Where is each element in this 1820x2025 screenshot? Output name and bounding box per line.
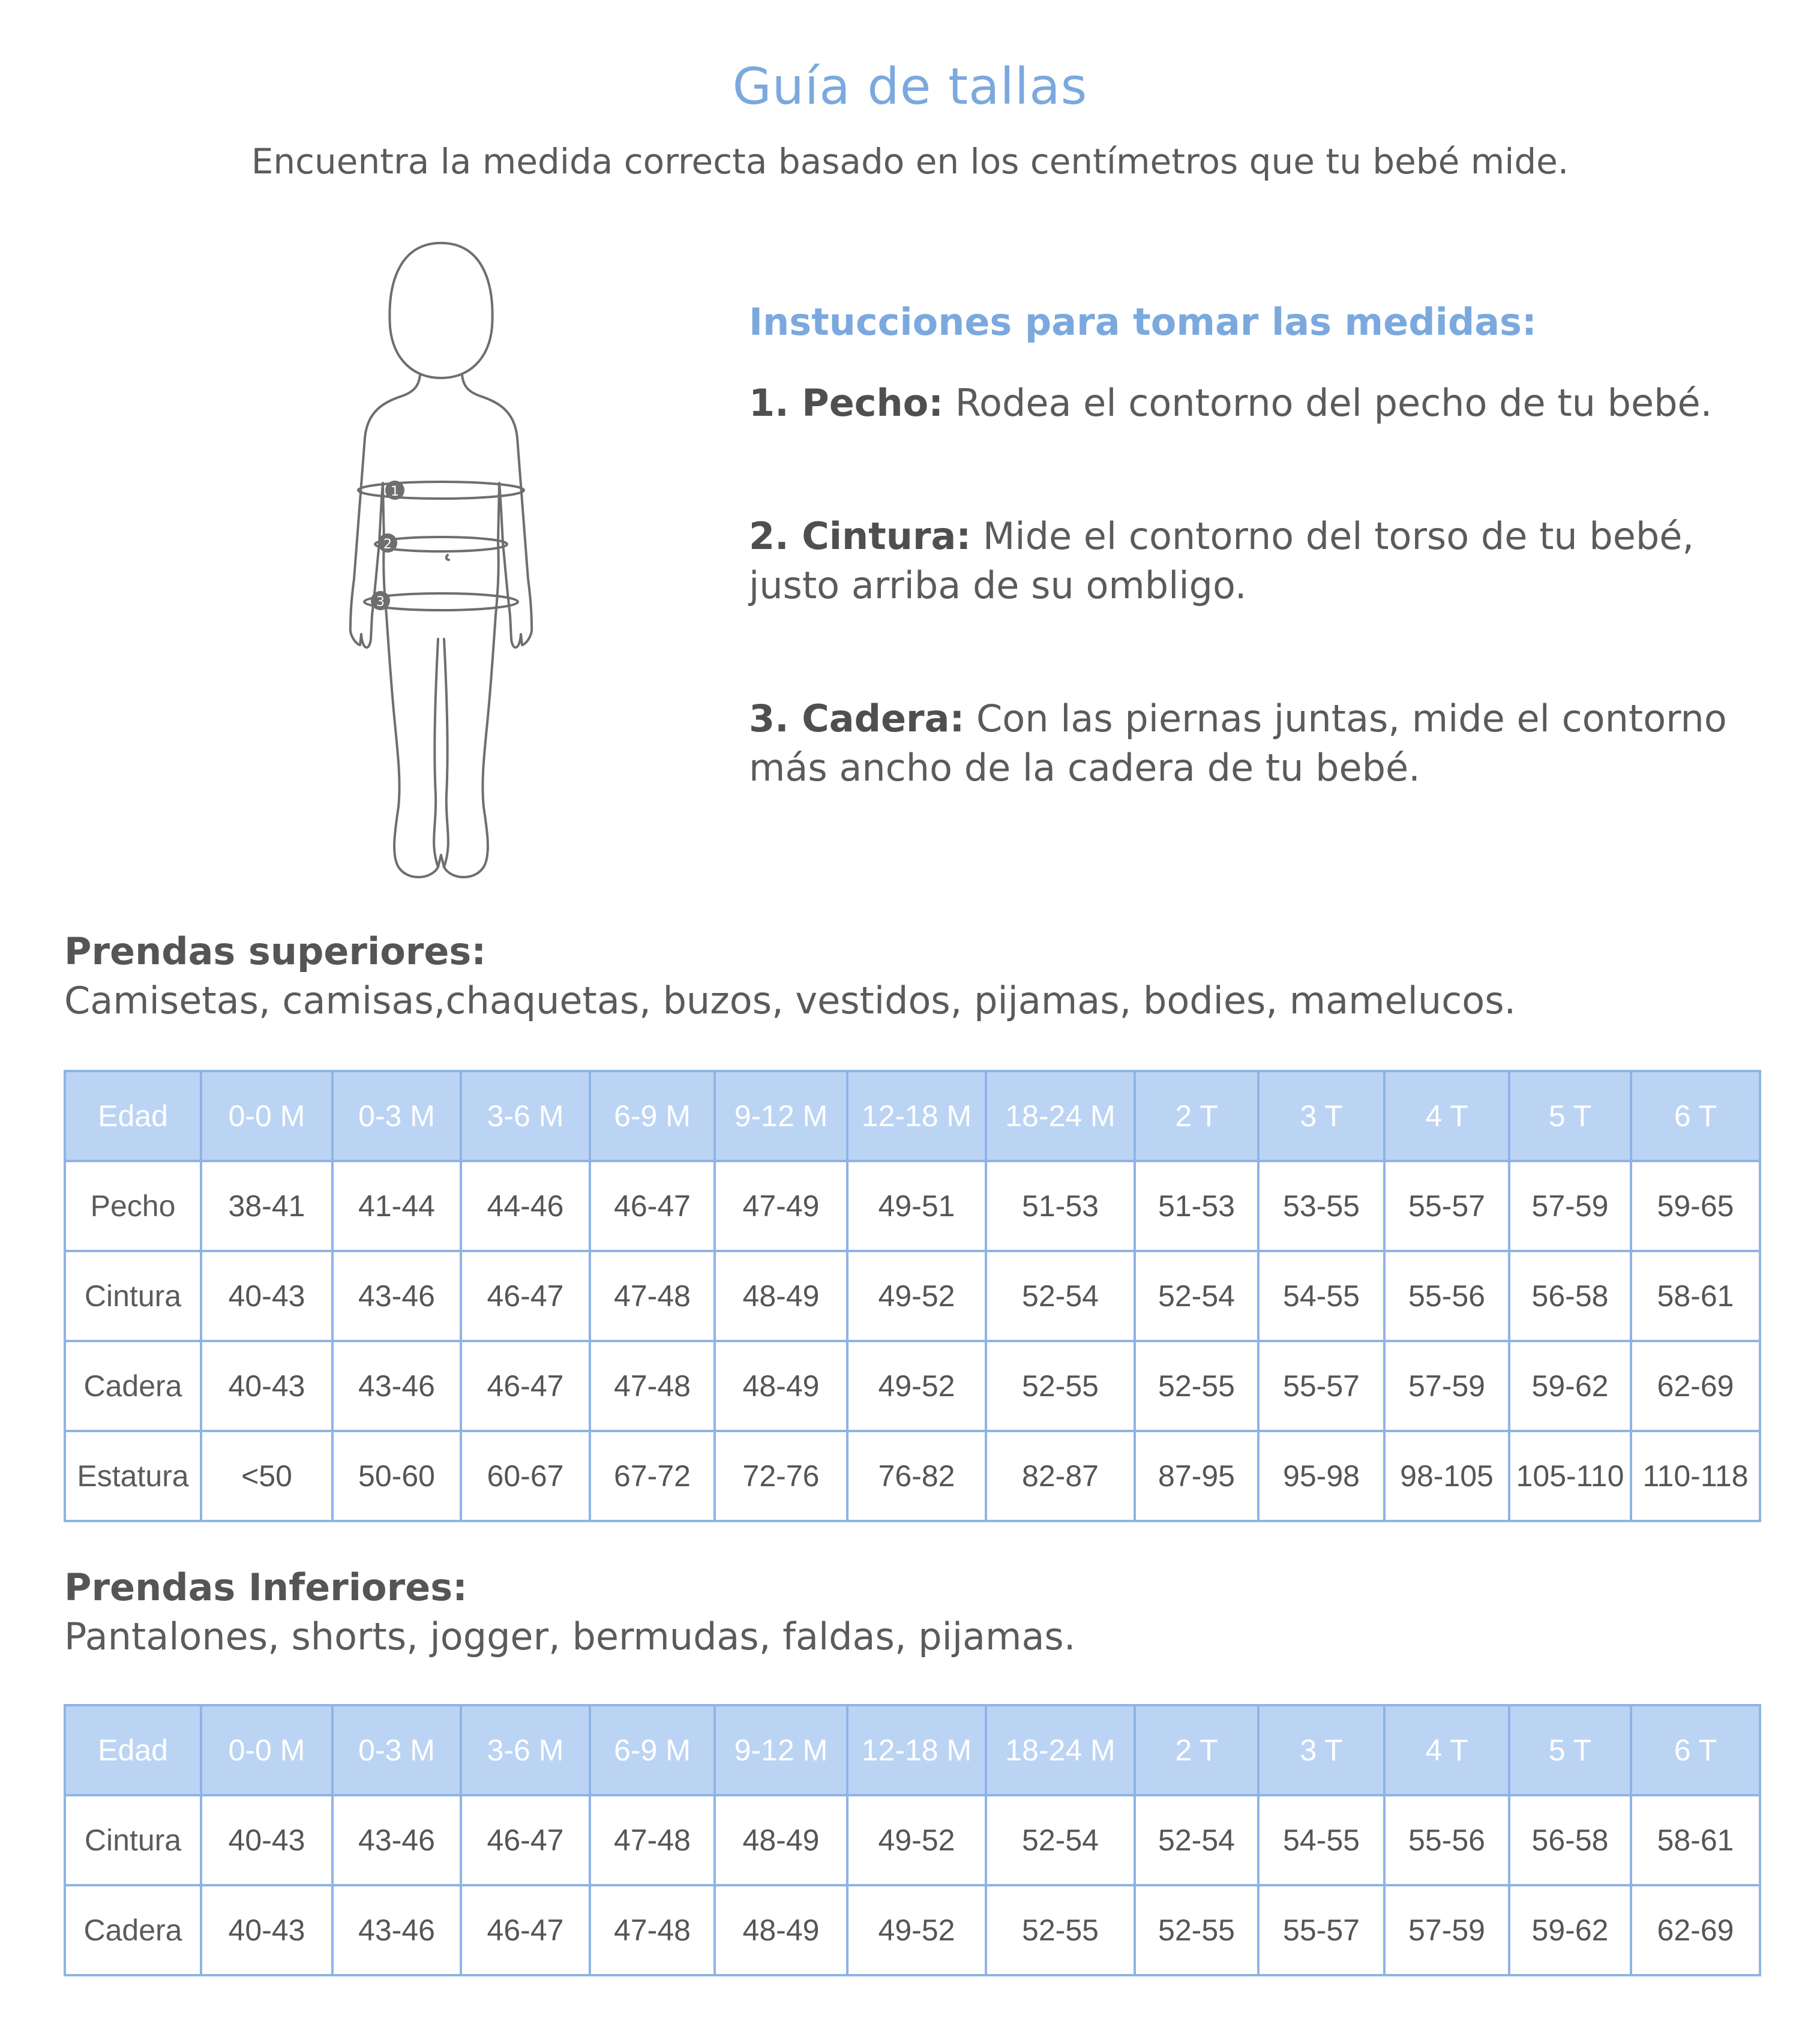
table-cell: 47-48 xyxy=(590,1341,715,1431)
table-cell: 53-55 xyxy=(1258,1161,1384,1251)
table-cell: 48-49 xyxy=(715,1341,847,1431)
table-cell: 62-69 xyxy=(1631,1341,1760,1431)
row-label: Cadera xyxy=(65,1341,201,1431)
table-row xyxy=(65,1161,1760,1251)
table-header-row xyxy=(65,1705,1760,1795)
marker-3-label: 3 xyxy=(376,595,385,610)
column-header: 2 T xyxy=(1135,1705,1258,1795)
table-cell: 87-95 xyxy=(1135,1431,1258,1521)
table-cell: 52-55 xyxy=(986,1885,1135,1975)
page-subtitle: Encuentra la medida correcta basado en los centímetros que tu bebé mide. xyxy=(251,141,1569,182)
column-header: 5 T xyxy=(1509,1705,1631,1795)
table-cell: 52-54 xyxy=(1135,1795,1258,1885)
upper-garments-section xyxy=(64,927,1774,1025)
marker-1-label: 1 xyxy=(391,484,399,499)
table-cell: 43-46 xyxy=(332,1795,461,1885)
table-cell: 46-47 xyxy=(461,1795,590,1885)
table-cell: 56-58 xyxy=(1509,1251,1631,1341)
navel-mark xyxy=(446,555,449,560)
table-cell: 43-46 xyxy=(332,1251,461,1341)
column-header: 0-0 M xyxy=(201,1705,332,1795)
table-cell: 49-52 xyxy=(847,1885,986,1975)
table-cell: 62-69 xyxy=(1631,1885,1760,1975)
table-cell: 56-58 xyxy=(1509,1795,1631,1885)
column-header: 3-6 M xyxy=(461,1071,590,1161)
instruction-hip xyxy=(749,694,1769,793)
column-header: 3 T xyxy=(1258,1705,1384,1795)
table-row xyxy=(65,1251,1760,1341)
column-header: 0-3 M xyxy=(332,1071,461,1161)
baby-silhouette-illustration xyxy=(324,231,558,900)
column-header: 6 T xyxy=(1631,1071,1760,1161)
row-label: Cintura xyxy=(65,1795,201,1885)
table-cell: 98-105 xyxy=(1384,1431,1509,1521)
table-cell: 55-57 xyxy=(1384,1161,1509,1251)
table-cell: 48-49 xyxy=(715,1795,847,1885)
column-header: 4 T xyxy=(1384,1705,1509,1795)
marker-2-label: 2 xyxy=(383,537,392,552)
table-cell: 46-47 xyxy=(590,1161,715,1251)
table-cell: 40-43 xyxy=(201,1885,332,1975)
table-cell: 105-110 xyxy=(1509,1431,1631,1521)
column-header: 0-3 M xyxy=(332,1705,461,1795)
column-header: 9-12 M xyxy=(715,1071,847,1161)
table-cell: 59-62 xyxy=(1509,1885,1631,1975)
table-cell: 52-55 xyxy=(1135,1341,1258,1431)
table-cell: 95-98 xyxy=(1258,1431,1384,1521)
column-header: 3 T xyxy=(1258,1071,1384,1161)
lower-garments-title: Prendas Inferiores: xyxy=(64,1565,467,1609)
column-header: 12-18 M xyxy=(847,1071,986,1161)
table-cell: 52-55 xyxy=(1135,1885,1258,1975)
table-cell: 55-56 xyxy=(1384,1251,1509,1341)
column-header: 12-18 M xyxy=(847,1705,986,1795)
table-cell: 47-48 xyxy=(590,1251,715,1341)
table-cell: 40-43 xyxy=(201,1341,332,1431)
table-cell: 60-67 xyxy=(461,1431,590,1521)
table-cell: 48-49 xyxy=(715,1885,847,1975)
table-cell: 51-53 xyxy=(986,1161,1135,1251)
column-header: Edad xyxy=(65,1705,201,1795)
table-cell: 46-47 xyxy=(461,1885,590,1975)
instruction-waist xyxy=(749,512,1769,610)
table-cell: 49-52 xyxy=(847,1251,986,1341)
instruction-waist-label: 2. Cintura: xyxy=(749,514,972,558)
page-title: Guía de tallas xyxy=(732,57,1088,116)
column-header: 6-9 M xyxy=(590,1705,715,1795)
table-cell: 49-51 xyxy=(847,1161,986,1251)
table-header-row xyxy=(65,1071,1760,1161)
table-cell: 47-48 xyxy=(590,1885,715,1975)
table-row xyxy=(65,1885,1760,1975)
column-header: 9-12 M xyxy=(715,1705,847,1795)
upper-size-table xyxy=(64,1070,1761,1522)
upper-garments-description: Camisetas, camisas,chaquetas, buzos, vestidos, pijamas, bodies, mamelucos. xyxy=(64,979,1516,1022)
table-cell: 55-56 xyxy=(1384,1795,1509,1885)
table-row xyxy=(65,1795,1760,1885)
row-label: Estatura xyxy=(65,1431,201,1521)
table-cell: 110-118 xyxy=(1631,1431,1760,1521)
figure-leg-divider-2 xyxy=(444,639,448,867)
table-cell: 44-46 xyxy=(461,1161,590,1251)
lower-garments-section xyxy=(64,1563,1774,1661)
table-cell: 72-76 xyxy=(715,1431,847,1521)
lower-garments-description: Pantalones, shorts, jogger, bermudas, faldas, pijamas. xyxy=(64,1615,1076,1658)
instruction-hip-label: 3. Cadera: xyxy=(749,697,965,740)
instruction-waist-text: Mide el contorno del torso de tu bebé, justo arriba de su ombligo. xyxy=(749,514,1695,607)
table-cell: 59-65 xyxy=(1631,1161,1760,1251)
table-cell: <50 xyxy=(201,1431,332,1521)
figure-head xyxy=(389,243,492,378)
lower-size-table xyxy=(64,1704,1761,1976)
table-cell: 55-57 xyxy=(1258,1341,1384,1431)
table-cell: 57-59 xyxy=(1509,1161,1631,1251)
column-header: 3-6 M xyxy=(461,1705,590,1795)
table-cell: 51-53 xyxy=(1135,1161,1258,1251)
table-cell: 41-44 xyxy=(332,1161,461,1251)
table-cell: 50-60 xyxy=(332,1431,461,1521)
row-label: Cintura xyxy=(65,1251,201,1341)
table-cell: 76-82 xyxy=(847,1431,986,1521)
table-cell: 38-41 xyxy=(201,1161,332,1251)
column-header: 6 T xyxy=(1631,1705,1760,1795)
instruction-chest xyxy=(749,379,1769,428)
column-header: 2 T xyxy=(1135,1071,1258,1161)
table-cell: 52-54 xyxy=(986,1251,1135,1341)
column-header: 0-0 M xyxy=(201,1071,332,1161)
figure-leg-divider xyxy=(434,639,438,867)
upper-table-header xyxy=(65,1071,1760,1161)
table-cell: 46-47 xyxy=(461,1251,590,1341)
table-cell: 55-57 xyxy=(1258,1885,1384,1975)
measurement-instructions xyxy=(749,300,1769,793)
instruction-hip-text: Con las piernas juntas, mide el contorno más ancho de la cadera de tu bebé. xyxy=(749,697,1727,790)
table-cell: 54-55 xyxy=(1258,1795,1384,1885)
table-cell: 57-59 xyxy=(1384,1341,1509,1431)
table-cell: 46-47 xyxy=(461,1341,590,1431)
table-cell: 40-43 xyxy=(201,1795,332,1885)
table-cell: 52-55 xyxy=(986,1341,1135,1431)
table-cell: 67-72 xyxy=(590,1431,715,1521)
table-cell: 47-49 xyxy=(715,1161,847,1251)
table-cell: 58-61 xyxy=(1631,1251,1760,1341)
table-cell: 48-49 xyxy=(715,1251,847,1341)
table-cell: 59-62 xyxy=(1509,1341,1631,1431)
row-label: Pecho xyxy=(65,1161,201,1251)
baby-measurement-figure xyxy=(324,231,558,900)
table-row xyxy=(65,1341,1760,1431)
column-header: 18-24 M xyxy=(986,1071,1135,1161)
table-cell: 49-52 xyxy=(847,1341,986,1431)
table-cell: 52-54 xyxy=(986,1795,1135,1885)
column-header: 5 T xyxy=(1509,1071,1631,1161)
lower-table-header xyxy=(65,1705,1760,1795)
instructions-heading: Instucciones para tomar las medidas: xyxy=(749,300,1537,344)
table-cell: 52-54 xyxy=(1135,1251,1258,1341)
table-cell: 40-43 xyxy=(201,1251,332,1341)
table-row xyxy=(65,1431,1760,1521)
table-cell: 43-46 xyxy=(332,1341,461,1431)
table-cell: 49-52 xyxy=(847,1795,986,1885)
table-cell: 47-48 xyxy=(590,1795,715,1885)
table-cell: 57-59 xyxy=(1384,1885,1509,1975)
table-cell: 58-61 xyxy=(1631,1795,1760,1885)
upper-garments-title: Prendas superiores: xyxy=(64,929,487,973)
figure-body-outline xyxy=(350,375,532,877)
row-label: Cadera xyxy=(65,1885,201,1975)
instruction-chest-text: Rodea el contorno del pecho de tu bebé. xyxy=(943,381,1713,425)
column-header: 4 T xyxy=(1384,1071,1509,1161)
column-header: Edad xyxy=(65,1071,201,1161)
instruction-chest-label: 1. Pecho: xyxy=(749,381,944,425)
table-cell: 43-46 xyxy=(332,1885,461,1975)
table-cell: 82-87 xyxy=(986,1431,1135,1521)
column-header: 6-9 M xyxy=(590,1071,715,1161)
table-cell: 54-55 xyxy=(1258,1251,1384,1341)
column-header: 18-24 M xyxy=(986,1705,1135,1795)
